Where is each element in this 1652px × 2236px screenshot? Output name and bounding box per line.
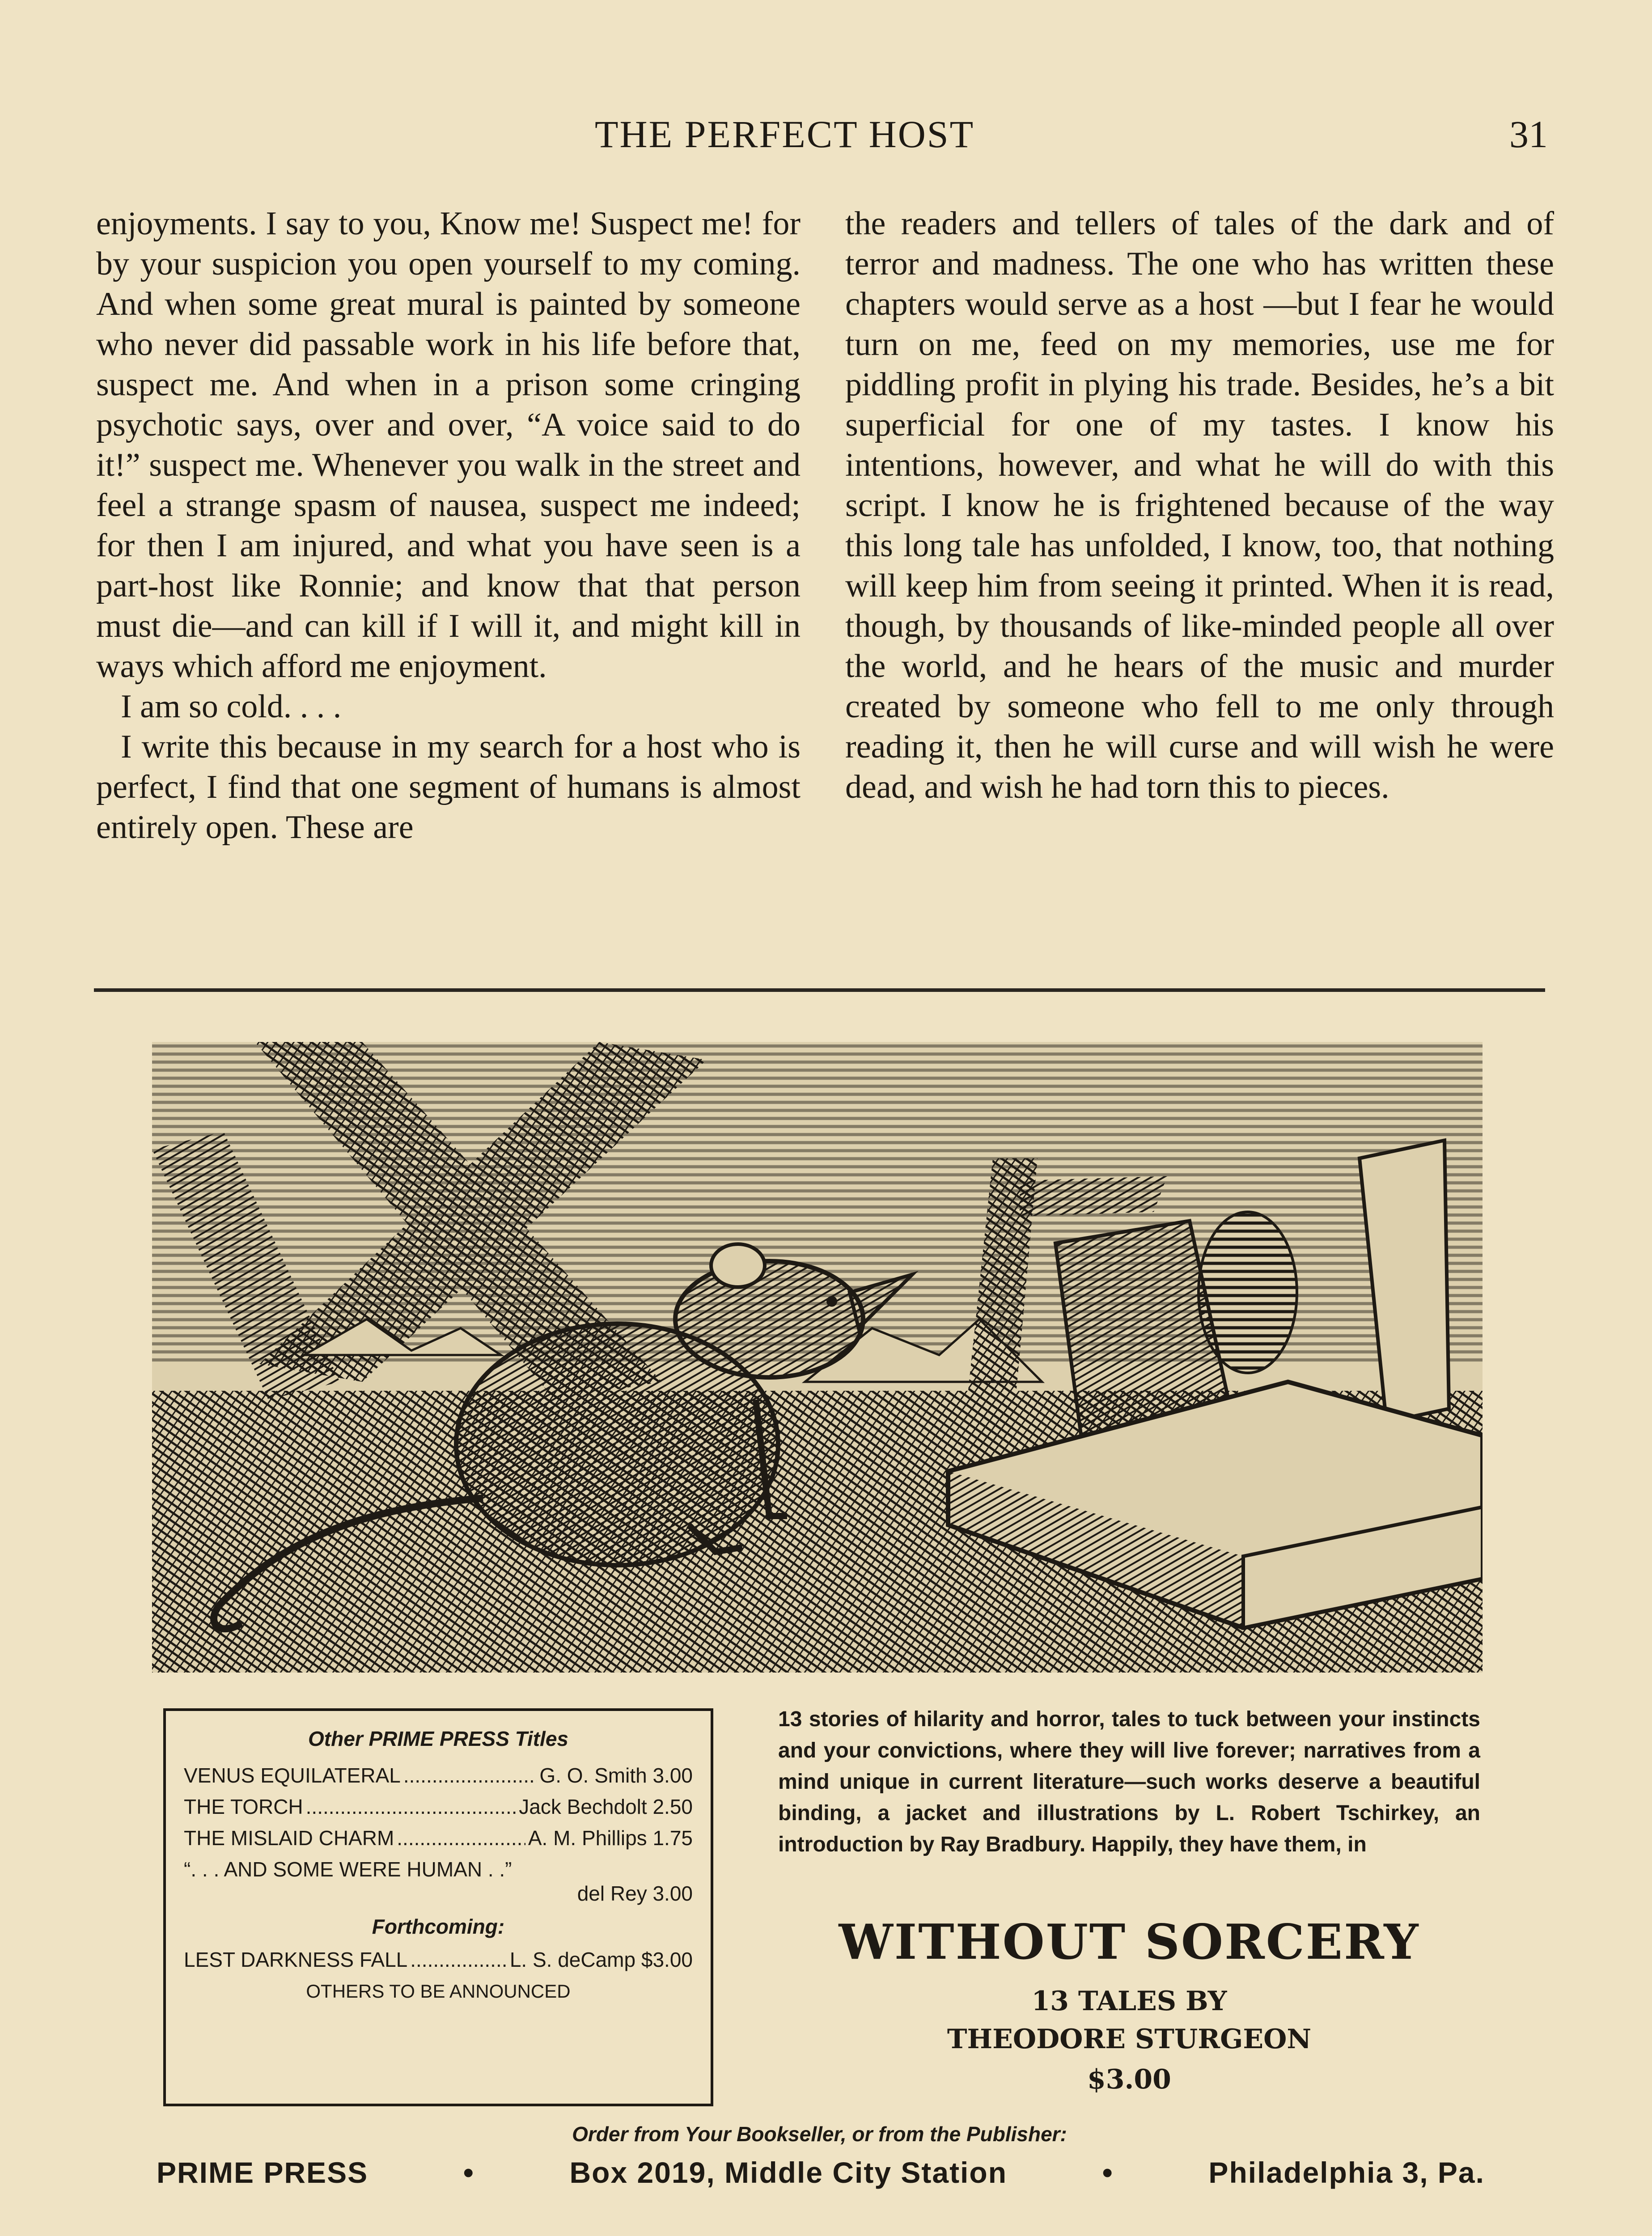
publisher-address-line [157, 2156, 1485, 2189]
rat-among-books-illustration [152, 1042, 1483, 1673]
listing-author: L. S. deCamp [509, 1948, 636, 1971]
story-column-right [845, 203, 1554, 807]
story-paragraph: enjoyments. I say to you, Know me! Suspect me! for by your suspicion you open yourself to my coming. And when some great mural is painted by someone who never did passable work in his life before that, suspect me. And when in a prison some cringing psychotic says, over and over, “A voice said to do it!” suspect me. Whenever you walk in the street and feel a strange spasm of nausea, suspect me indeed; for then I am injured, and what you have seen is a part-host like Ronnie; and know that that person must die—and can kill if I will it, and might kill in ways which afford me enjoyment. [96, 205, 801, 685]
listing-author: Jack Bechdolt [519, 1795, 647, 1818]
title-listing [184, 1826, 693, 1850]
leader-dots [403, 1763, 537, 1787]
listing-price: 3.00 [652, 1764, 693, 1787]
story-paragraph: I write this because in my search for a host who is perfect, I find that one segment of humans is almost entirely open. These are [96, 728, 801, 846]
page-number: 31 [1509, 113, 1548, 156]
leader-dots [306, 1795, 517, 1819]
order-instruction: Order from Your Bookseller, or from the Publisher: [572, 2122, 1067, 2146]
listing-price: 1.75 [652, 1826, 693, 1850]
listing-title: “. . . AND SOME WERE HUMAN . .” [184, 1858, 512, 1881]
running-head: THE PERFECT HOST [595, 113, 975, 156]
listing-title: THE MISLAID CHARM [184, 1826, 394, 1850]
book-price: $3.00 [1087, 2064, 1171, 2095]
listing-price: 2.50 [652, 1795, 693, 1818]
top-divider-rule [94, 988, 1545, 992]
bullet-separator: • [463, 2156, 474, 2189]
story-paragraph: I am so cold. . . . [121, 688, 342, 725]
leader-dots [397, 1826, 525, 1850]
listing-author: del Rey 3.00 [577, 1882, 693, 1905]
title-listing [184, 1795, 693, 1819]
listing-title: LEST DARKNESS FALL [184, 1948, 408, 1971]
book-blurb: 13 stories of hilarity and horror, tales to tuck between your instincts and your convictions, where they will live forever; narratives from a mind unique in current literature—such works deserve a beautiful binding, a jacket and illustrations by L. Robert Tschirkey, an introduction by Ray Bradbury. Happily, they have them, in [778, 1707, 1480, 1856]
publisher-name: PRIME PRESS [157, 2156, 369, 2189]
others-announced: OTHERS TO BE ANNOUNCED [306, 1981, 571, 2002]
publisher-box: Box 2019, Middle City Station [569, 2156, 1008, 2189]
forthcoming-label: Forthcoming: [372, 1915, 505, 1938]
bullet-separator: • [1102, 2156, 1114, 2189]
listing-price: $3.00 [641, 1948, 693, 1971]
listing-title: THE TORCH [184, 1795, 303, 1818]
other-titles-box [163, 1708, 713, 2106]
story-paragraph: the readers and tellers of tales of the dark and of terror and madness. The one who has written these chapters would serve as a host —but I fear he would turn on me, feed on my memories, use me for piddling profit in plying his trade. Besides, he’s a bit superficial for one of my tastes. I know his intentions, however, and what he will do with this script. I know he is frightened because of the way this long tale has unfolded, I know, too, that nothing will keep him from seeing it printed. When it is read, though, by thousands of like-minded people all over the world, and he hears of the music and murder created by someone who fell to me only through reading it, then he will curse and will wish he were dead, and wish he had torn this to pieces. [845, 205, 1554, 805]
leader-dots [410, 1948, 507, 1972]
publisher-city: Philadelphia 3, Pa. [1208, 2156, 1485, 2189]
listing-title: VENUS EQUILATERAL [184, 1764, 401, 1787]
box-heading: Other PRIME PRESS Titles [308, 1727, 568, 1750]
book-title: WITHOUT SORCERY [839, 1914, 1420, 1970]
story-column-left [96, 203, 801, 847]
book-author: THEODORE STURGEON [947, 2024, 1312, 2055]
title-listing [184, 1763, 693, 1787]
listing-author: A. M. Phillips [528, 1826, 647, 1850]
book-subtitle: 13 TALES BY [1031, 1986, 1227, 2017]
listing-author: G. O. Smith [539, 1764, 647, 1787]
title-listing [184, 1948, 693, 1972]
